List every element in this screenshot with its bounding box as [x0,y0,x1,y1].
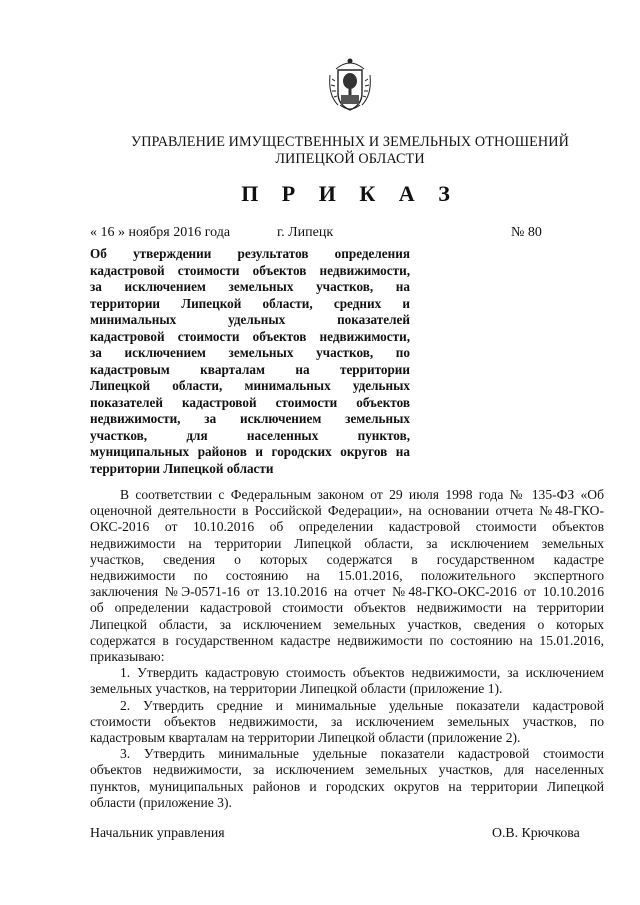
body-line: 3. Утвердить минимальные удельные показатели кадастровой стоимости [120,746,604,762]
subject-line: Об утверждении результатов определения [90,246,410,261]
body-line: Липецкой области, за исключением земельных участков, сведения о которых [90,616,604,632]
body-line: 1. Утвердить кадастровую стоимость объектов недвижимости, за исключением [120,665,604,681]
body-line: пунктов, муниципальных районов и городских округов на территории Липецкой [90,778,604,794]
order-number: № 80 [511,225,542,240]
body-line: кадастровым кварталам на территории Липецкой области (приложение 2). [90,730,521,746]
body-line: В соответствии с Федеральным законом от 29 июля 1998 года № 135-ФЗ «Об [120,487,604,502]
subject-line: недвижимости, за исключением земельных [90,411,410,426]
order-city: г. Липецк [277,225,334,240]
body-line: участков, сведения о которых содержатся в государственном кадастре [90,551,604,567]
body-line: объектов недвижимости, за исключением земельных участков, для населенных [90,762,604,778]
subject-line: территории Липецкой области, средних и [90,295,410,311]
subject-line: кадастровой стоимости объектов недвижимости, [90,328,410,344]
order-subject [90,246,410,477]
signatory-position: Начальник управления [90,825,225,840]
body-line: стоимости объектов недвижимости, за исключением земельных участков, по [90,713,604,729]
subject-line: за исключением земельных участков, на [90,279,410,294]
subject-line: за исключением земельных участков, по [90,345,410,360]
subject-line: показателей кадастровой стоимости объектов [90,394,410,410]
subject-line: Липецкой области, минимальных удельных [90,378,410,393]
body-line: содержатся в государственном кадастре недвижимости по состоянию на 15.01.2016, [90,632,604,648]
body-line: земельных участков, на территории Липецкой области (приложение 1). [90,681,503,697]
subject-line: участков, для населенных пунктов, [90,427,410,443]
subject-line: кадастровым кварталам на территории [90,361,410,377]
signatory-name: О.В. Крючкова [492,825,580,840]
body-line: ОКС-2016 от 10.10.2016 об определении кадастровой стоимости объектов [90,519,604,535]
subject-line: кадастровой стоимости объектов недвижимости, [90,262,410,278]
body-line: заключения №Э-0571-16 от 13.10.2016 на отчет №48-ГКО-ОКС-2016 от 10.10.2016 [90,584,604,600]
document-title: П Р И К А З [241,181,459,206]
order-date: « 16 » ноября 2016 года [90,225,231,240]
body-line: недвижимости по состоянию на 15.01.2016, положительного экспертного [90,568,604,584]
organization-name-line2: ЛИПЕЦКОЙ ОБЛАСТИ [275,151,425,167]
body-line: области (приложение 3). [90,794,232,810]
coat-of-arms-icon [326,55,374,115]
body-line: 2. Утвердить средние и минимальные удельные показатели кадастровой [120,697,604,713]
body-line: недвижимости на территории Липецкой области, за исключением земельных [90,535,604,551]
subject-line: минимальных удельных показателей [90,312,410,327]
order-body [90,487,604,811]
organization-name-line1: УПРАВЛЕНИЕ ИМУЩЕСТВЕННЫХ И ЗЕМЕЛЬНЫХ ОТНОШЕНИЙ [131,134,569,150]
subject-line: муниципальных районов и городских округов на [90,444,410,459]
body-line: приказываю: [90,649,165,665]
body-line: об определении кадастровой стоимости объектов недвижимости на территории [90,600,604,616]
body-line: оценочной деятельности в Российской Федерации», на основании отчета №48-ГКО- [90,503,604,519]
subject-line: территории Липецкой области [90,460,274,476]
